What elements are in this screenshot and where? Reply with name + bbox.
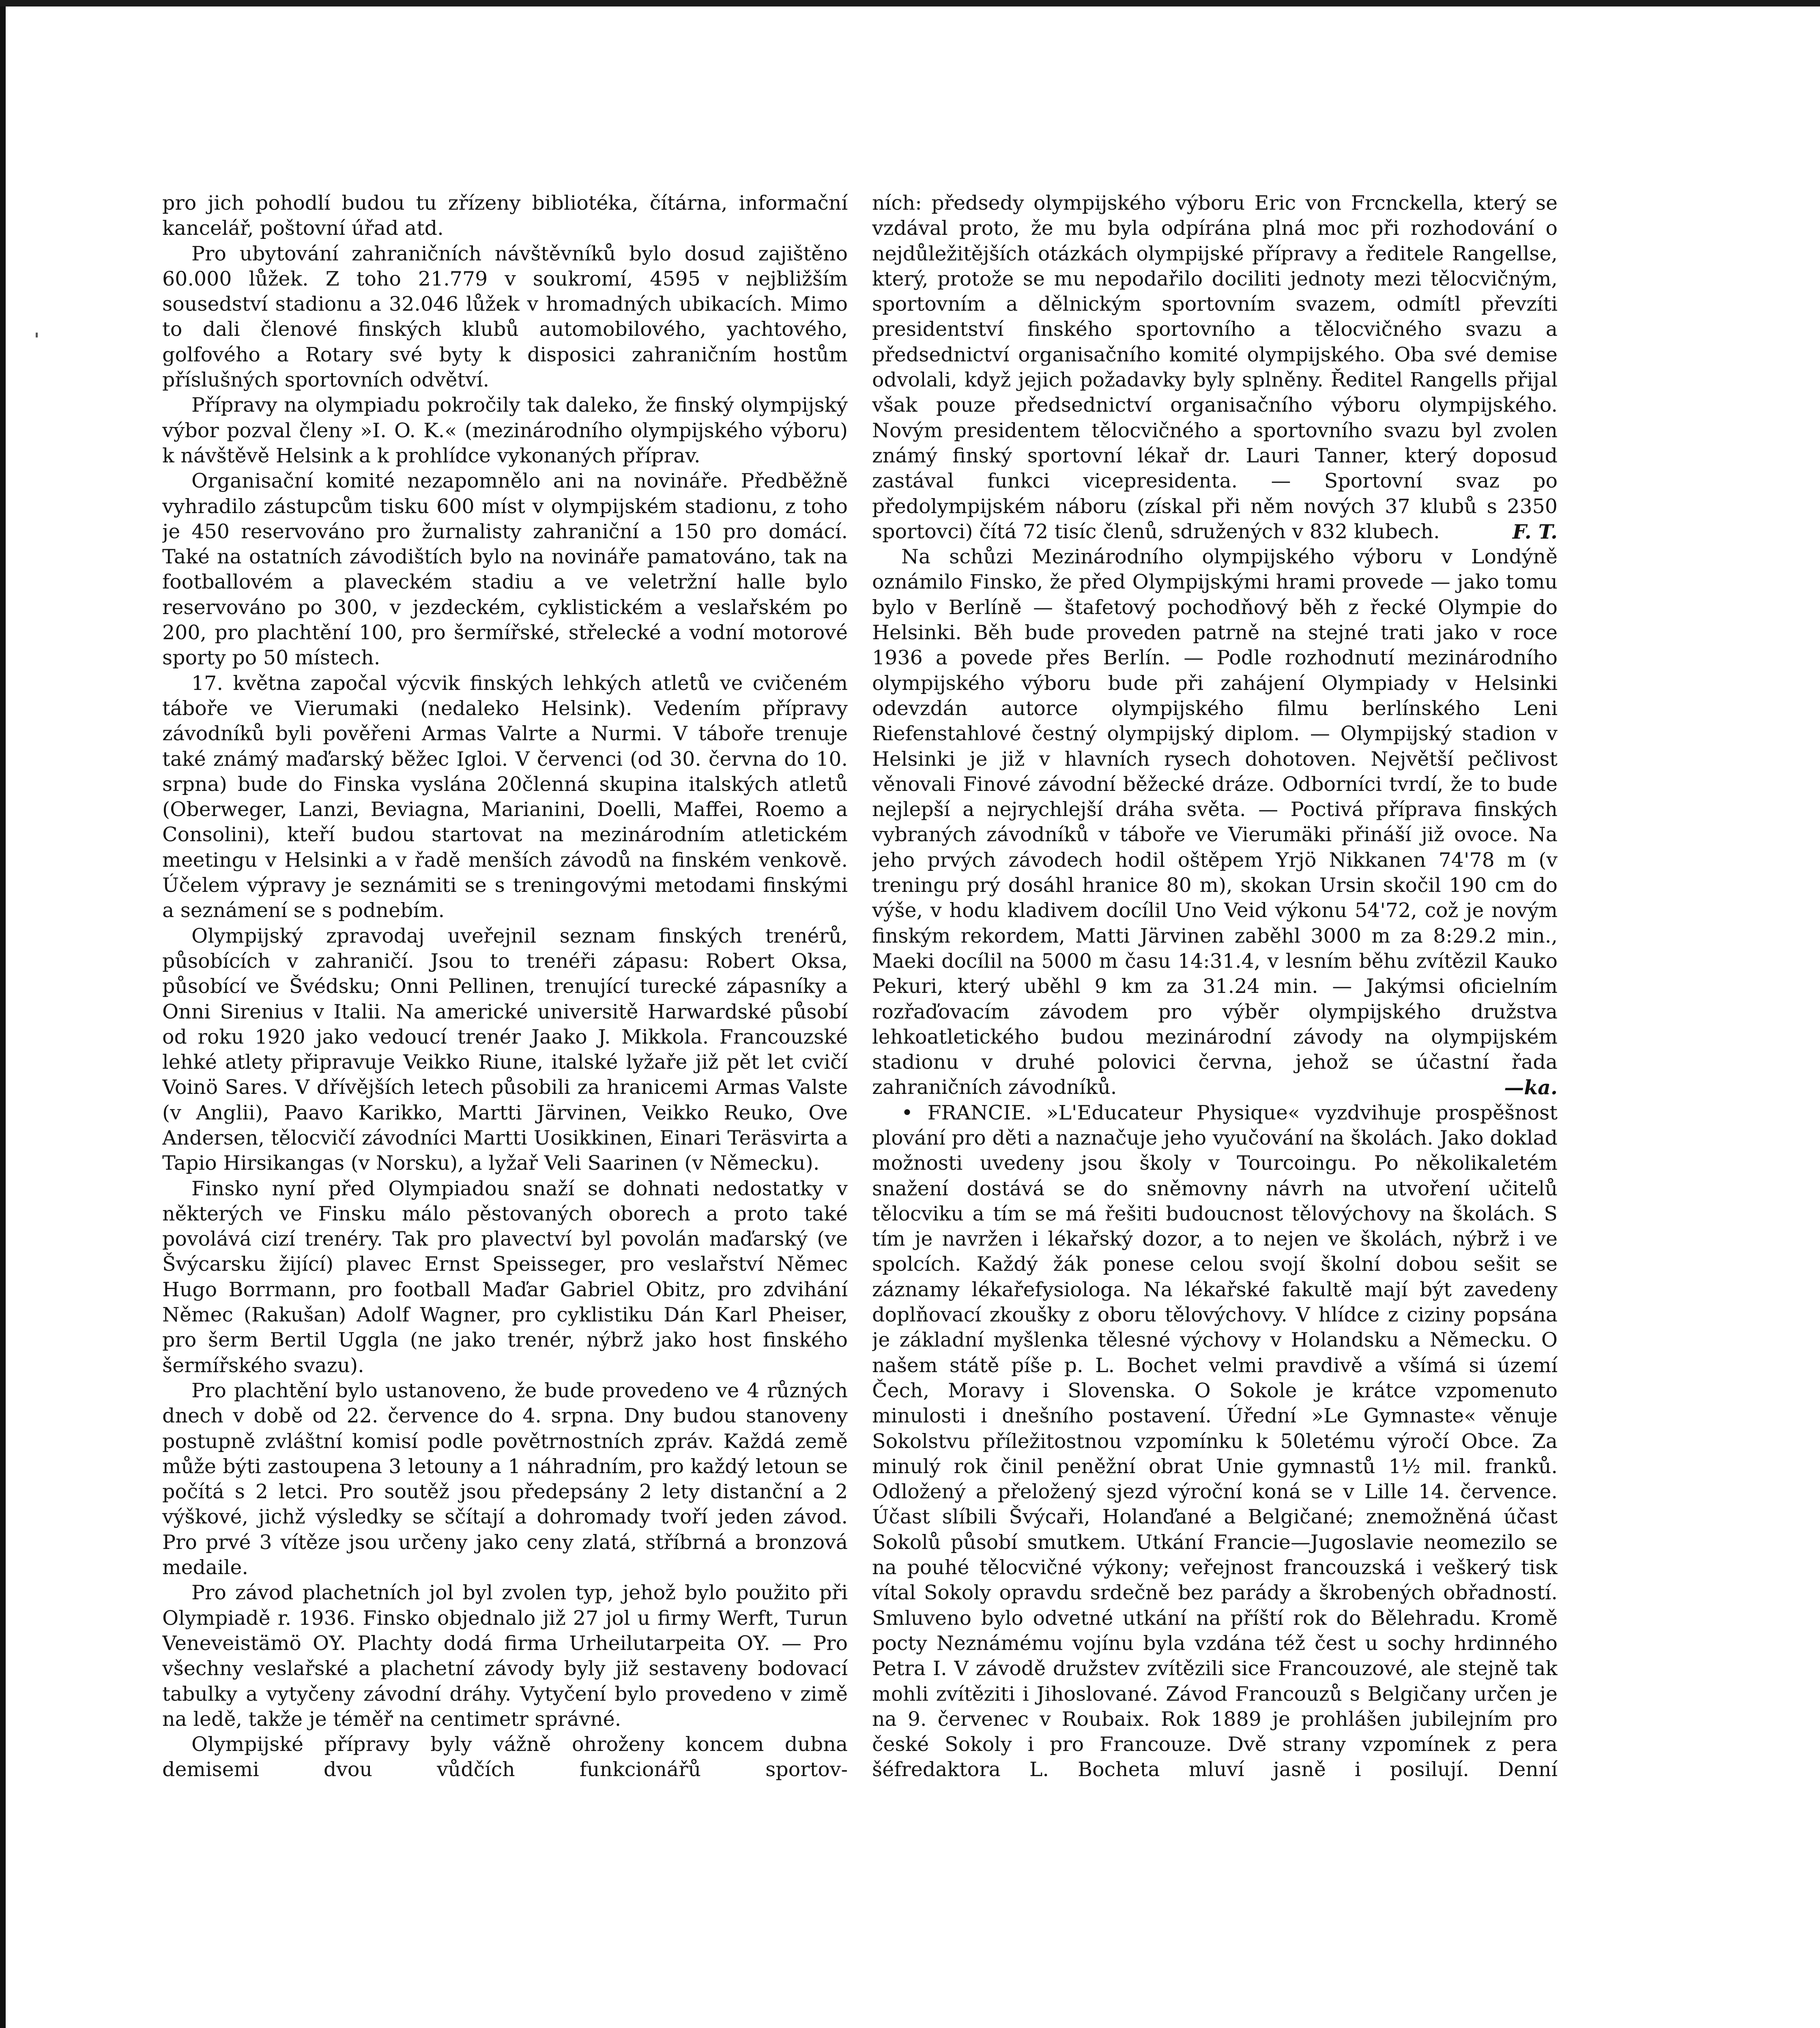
right-text-column <box>872 191 1558 2028</box>
right-paragraph-1 <box>872 191 1558 544</box>
left-text-column <box>162 191 848 2028</box>
left-paragraph-8: Pro plachtění bylo ustanoveno, že bude provedeno ve 4 různých dnech v době od 22. července do 4. srpna. Dny budou stanoveny postupně zvláštní komisí podle povětrnostních zpráv. Každá země může býti zastoupena 3 letouny a 1 náhradním, pro každý letoun se počítá s 2 letci. Pro soutěž jsou předepsány 2 lety distanční a 2 výškové, jichž výsledky se sčítají a dohromady tvoří jeden závod. Pro prvé 3 vítěze jsou určeny jako ceny zlatá, stříbrná a bronzová medaile. <box>162 1379 848 1579</box>
left-paragraph-9: Pro závod plachetních jol byl zvolen typ, jehož bylo použito při Olympiadě r. 1936. Finsko objednalo již 27 jol u firmy Werft, Turun Veneveistämö OY. Plachty dodá firma Urheilutarpeita OY. — Pro všechny veslařské a plachetní závody byly již sestaveny bodovací tabulky a vytyčeny závodní dráhy. Vytyčení bylo provedeno v zimě na ledě, takže je téměř na centimetr správné. <box>162 1581 848 1731</box>
left-paragraph-2: Pro ubytování zahraničních návštěvníků bylo dosud zajištěno 60.000 lůžek. Z toho 21.779 v soukromí, 4595 v nejbližším sousedství stadionu a 32.046 lůžek v hromadných ubikacích. Mimo to dali členové finských klubů automobilového, yachtového, golfového a Rotary své byty k disposici zahraničním hostům příslušných sportovních odvětví. <box>162 242 848 392</box>
author-signature: F. T. <box>1512 520 1558 544</box>
paragraph-text: Na schůzi Mezinárodního olympijského výboru v Londýně oznámilo Finsko, že před Olympijskými hrami provede — jako tomu bylo v Berlíně — štafetový pochodňový běh z řecké Olympie do Helsinki. Běh bude proveden patrně na stejné trati jako v roce 1936 a povede přes Berlín. — Podle rozhodnutí mezinárodního olympijského výboru bude při zahájení Olympiady v Helsinki odevzdán autorce olympijského filmu berlínského Leni Riefenstahlové čestný olympijský diplom. — Olympijský stadion v Helsinki je již v hlavních rysech dohotoven. Největší pečlivost věnovali Finové závodní běžecké dráze. Odborníci tvrdí, že to bude nejlepší a nejrychlejší dráha světa. — Poctivá příprava finských vybraných závodníků v táboře ve Vierumäki přináší již ovoce. Na jeho prvých závodech hodil oštěpem Yrjö Nikkanen 74'78 m (v treningu prý dosáhl hranice 80 m), skokan Ursin skočil 190 cm do výše, v hodu kladivem docílil Uno Veid výkonu 54'72, což je novým finským rekordem, Matti Järvinen zaběhl 3000 m za 8:29.2 min., Maeki docílil na 5000 m času 14:31.4, v lesním běhu zvítězil Kauko Pekuri, který uběhl 9 km za 31.24 min. — Jakýmsi oficielním rozřaďovacím závodem pro výběr olympijského družstva lehkoatletického budou mezinárodní závody na olympijském stadionu v druhé polovici června, jehož se účastní řada zahraničních závodníků. <box>872 545 1558 1099</box>
left-paragraph-1: pro jich pohodlí budou tu zřízeny bibliotéka, čítárna, informační kancelář, poštovní úřad atd. <box>162 191 848 240</box>
right-paragraph-3-francie: • FRANCIE. »L'Educateur Physique« vyzdvihuje prospěšnost plování pro děti a naznačuje jeho vyučování na školách. Jako doklad možnosti uvedeny jsou školy v Tourcoingu. Po několikaletém snažení dostává se do sněmovny návrh na utvoření učitelů tělocviku a tím se má řešiti budoucnost tělovýchovy na školách. S tím je navržen i lékařský dozor, a to nejen ve školách, nýbrž i ve spolcích. Každý žák ponese celou svojí školní dobou sešit se záznamy lékařefysiologa. Na lékařské fakultě mají být zavedeny doplňovací zkoušky z oboru tělovýchovy. V hlídce z ciziny popsána je základní myšlenka tělesné výchovy v Holandsku a Německu. O našem státě píše p. L. Bochet velmi pravdivě a všímá si území Čech, Moravy i Slovenska. O Sokole je krátce vzpomenuto minulosti i dnešního postavení. Úřední »Le Gymnaste« věnuje Sokolstvu příležitostnou vzpomínku k 50letému výročí Obce. Za minulý rok činil peněžní obrat Unie gymnastů 1½ mil. franků. Odložený a přeložený sjezd výroční koná se v Lille 14. července. Účast slíbili Švýcaři, Holanďané a Belgičané; znemožněná účast Sokolů působí smutkem. Utkání Francie—Jugoslavie neomezilo se na pouhé tělocvičné výkony; veřejnost francouzská i veškerý tisk vítal Sokoly opravdu srdečně bez parády a škrobených obřadností. Smluveno bylo odvetné utkání na příští rok do Bělehradu. Kromě pocty Neznámému vojínu byla vzdána též čest u sochy hrdinného Petra I. V závodě družstev zvítězili sice Francouzové, ale stejně tak mohli zvítěziti i Jihoslované. Závod Francouzů s Belgičany určen je na 9. červenec v Roubaix. Rok 1889 je prohlášen jubilejním pro české Sokoly i pro Francouze. Dvě strany vzpomínek z pera šéfredaktora L. Bocheta mluví jasně i posilují. Denní <box>872 1101 1558 1781</box>
left-paragraph-5: 17. května započal výcvik finských lehkých atletů ve cvičeném táboře ve Vierumaki (nedaleko Helsink). Vedením přípravy závodníků byli pověřeni Armas Valrte a Nurmi. V táboře trenuje také známý maďarský běžec Igloi. V červenci (od 30. června do 10. srpna) bude do Finska vyslána 20členná skupina italských atletů (Oberweger, Lanzi, Beviagna, Marianini, Doelli, Maffei, Roemo a Consolini), kteří budou startovat na mezinárodním atletickém meetingu v Helsinki a v řadě menších závodů na finském venkově. Účelem výpravy je seznámiti se s treningovými metodami finskými a seznámení se s podnebím. <box>162 671 848 922</box>
right-paragraph-2 <box>872 544 1558 1100</box>
author-signature: —ka. <box>1504 1076 1558 1100</box>
left-paragraph-6: Olympijský zpravodaj uveřejnil seznam finských trenérů, působících v zahraničí. Jsou to trenéři zápasu: Robert Oksa, působící ve Švédsku; Onni Pellinen, trenující turecké zápasníky a Onni Sirenius v Italii. Na americké universitě Harwardské působí od roku 1920 jako vedoucí trenér Jaako J. Mikkola. Francouzské lehké atlety připravuje Veikko Riune, italské lyžaře již pět let cvičí Voinö Sares. V dřívějších letech působili za hranicemi Armas Valste (v Anglii), Paavo Karikko, Martti Järvinen, Veikko Reuko, Ove Andersen, tělocvičí závodníci Martti Uosikkinen, Einari Teräsvirta a Tapio Hirsikangas (v Norsku), a lyžař Veli Saarinen (v Německu). <box>162 924 848 1175</box>
paragraph-text: ních: předsedy olympijského výboru Eric von Frcnckella, který se vzdával proto, že mu byla odpírána plná moc při rozhodování o nejdůležitějších otázkách olympijské přípravy a ředitele Rangellse, který, protože se mu nepodařilo dociliti jednoty mezi tělocvičným, sportovním a dělnickým sportovním svazem, odmítl převzíti presidentství finského sportovního a tělocvičného svazu a předsednictví organisačního komité olympijského. Oba své demise odvolali, když jejich požadavky byly splněny. Ředitel Rangells přijal však pouze předsednictví organisačního výboru olympijského. Novým presidentem tělocvičného a sportovního svazu byl zvolen známý finský sportovní lékař dr. Lauri Tanner, který doposud zastával funkci vicepresidenta. — Sportovní svaz po předolympijském náboru (získal při něm nových 37 klubů s 2350 sportovci) čítá 72 tisíc členů, sdružených v 832 klubech. <box>872 191 1558 543</box>
scan-speck <box>36 333 38 337</box>
scan-edge-left <box>0 0 6 2028</box>
left-paragraph-3: Přípravy na olympiadu pokročily tak daleko, že finský olympijský výbor pozval členy »I. O. K.« (mezinárodního olympijského výboru) k návštěvě Helsink a k prohlídce vykonaných příprav. <box>162 393 848 467</box>
left-paragraph-10: Olympijské přípravy byly vážně ohroženy koncem dubna demisemi dvou vůdčích funkcionářů sportov- <box>162 1733 848 1781</box>
left-paragraph-7: Finsko nyní před Olympiadou snaží se dohnati nedostatky v některých ve Finsku málo pěstovaných oborech a proto také povolává cizí trenéry. Tak pro plavectví byl povolán maďarský (ve Švýcarsku žijící) plavec Ernst Speisseger, pro veslařství Němec Hugo Borrmann, pro football Maďar Gabriel Obitz, pro zdvihání Němec (Rakušan) Adolf Wagner, pro cyklistiku Dán Karl Pheiser, pro šerm Bertil Uggla (ne jako trenér, nýbrž jako host finského šermířského svazu). <box>162 1177 848 1377</box>
scan-edge-top <box>0 0 1820 6</box>
left-paragraph-4: Organisační komité nezapomnělo ani na novináře. Předběžně vyhradilo zástupcům tisku 600 míst v olympijském stadionu, z toho je 450 reservováno pro žurnalisty zahraniční a 150 pro domácí. Také na ostatních závodištích bylo na novináře pamatováno, tak na footballovém a plaveckém stadiu a ve veletržní halle bylo reservováno po 300, v jezdeckém, cyklistickém a veslařském po 200, pro plachtění 100, pro šermířské, střelecké a vodní motorové sporty po 50 místech. <box>162 469 848 670</box>
